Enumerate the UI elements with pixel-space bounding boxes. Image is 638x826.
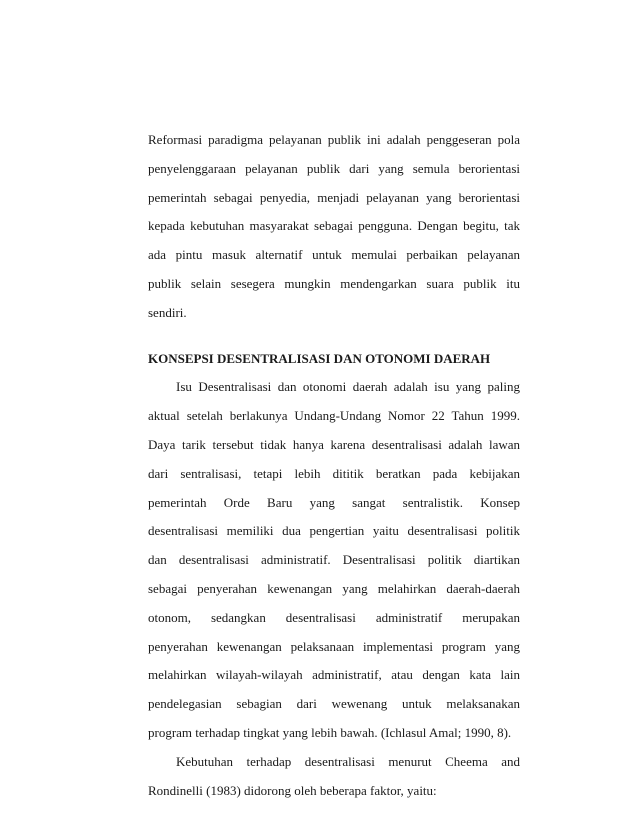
text-line: sebagai penyerahan kewenangan yang melahirkan daerah-daerah bbox=[148, 580, 520, 596]
paragraph-kebutuhan bbox=[148, 748, 520, 806]
text-line: dan desentralisasi administratif. Desentralisasi politik diartikan bbox=[148, 552, 520, 568]
text-line: kepada kebutuhan masyarakat sebagai pengguna. Dengan begitu, tak bbox=[148, 218, 520, 234]
text-line: pemerintah sebagai penyedia, menjadi pelayanan yang berorientasi bbox=[148, 189, 520, 205]
text-line: ada pintu masuk alternatif untuk memulai perbaikan pelayanan bbox=[148, 247, 520, 263]
text-line: Kebutuhan terhadap desentralisasi menurut Cheema and bbox=[176, 753, 520, 769]
text-line: Reformasi paradigma pelayanan publik ini adalah penggeseran pola bbox=[148, 132, 520, 147]
text-line: Rondinelli (1983) didorong oleh beberapa faktor, yaitu: bbox=[148, 782, 437, 798]
text-line: otonom, sedangkan desentralisasi administratif merupakan bbox=[148, 609, 520, 625]
text-line: dari sentralisasi, tetapi lebih dititik beratkan pada kebijakan bbox=[148, 465, 520, 481]
paragraph-reformasi bbox=[148, 126, 520, 328]
text-line: melahirkan wilayah-wilayah administratif, atau dengan kata lain bbox=[148, 667, 520, 683]
document-body bbox=[148, 126, 520, 805]
section-heading: KONSEPSI DESENTRALISASI DAN OTONOMI DAERAH bbox=[148, 350, 491, 366]
paragraph-gap bbox=[148, 328, 520, 345]
text-line: pendelegasian sebagian dari wewenang untuk melaksanakan bbox=[148, 696, 520, 712]
text-line: Daya tarik tersebut tidak hanya karena desentralisasi adalah lawan bbox=[148, 436, 520, 452]
text-line: penyerahan kewenangan pelaksanaan implementasi program yang bbox=[148, 638, 520, 654]
text-line: aktual setelah berlakunya Undang-Undang Nomor 22 Tahun 1999. bbox=[148, 408, 520, 424]
text-line: penyelenggaraan pelayanan publik dari yang semula berorientasi bbox=[148, 160, 520, 176]
text-line: Isu Desentralisasi dan otonomi daerah adalah isu yang paling bbox=[176, 379, 520, 395]
text-line: pemerintah Orde Baru yang sangat sentralistik. Konsep bbox=[148, 494, 520, 510]
text-line: desentralisasi memiliki dua pengertian yaitu desentralisasi politik bbox=[148, 523, 520, 539]
text-line: sendiri. bbox=[148, 304, 187, 320]
text-line: publik selain sesegera mungkin mendengarkan suara publik itu bbox=[148, 275, 520, 291]
paragraph-desentralisasi bbox=[148, 373, 520, 747]
text-line: program terhadap tingkat yang lebih bawah. (Ichlasul Amal; 1990, 8). bbox=[148, 724, 512, 740]
